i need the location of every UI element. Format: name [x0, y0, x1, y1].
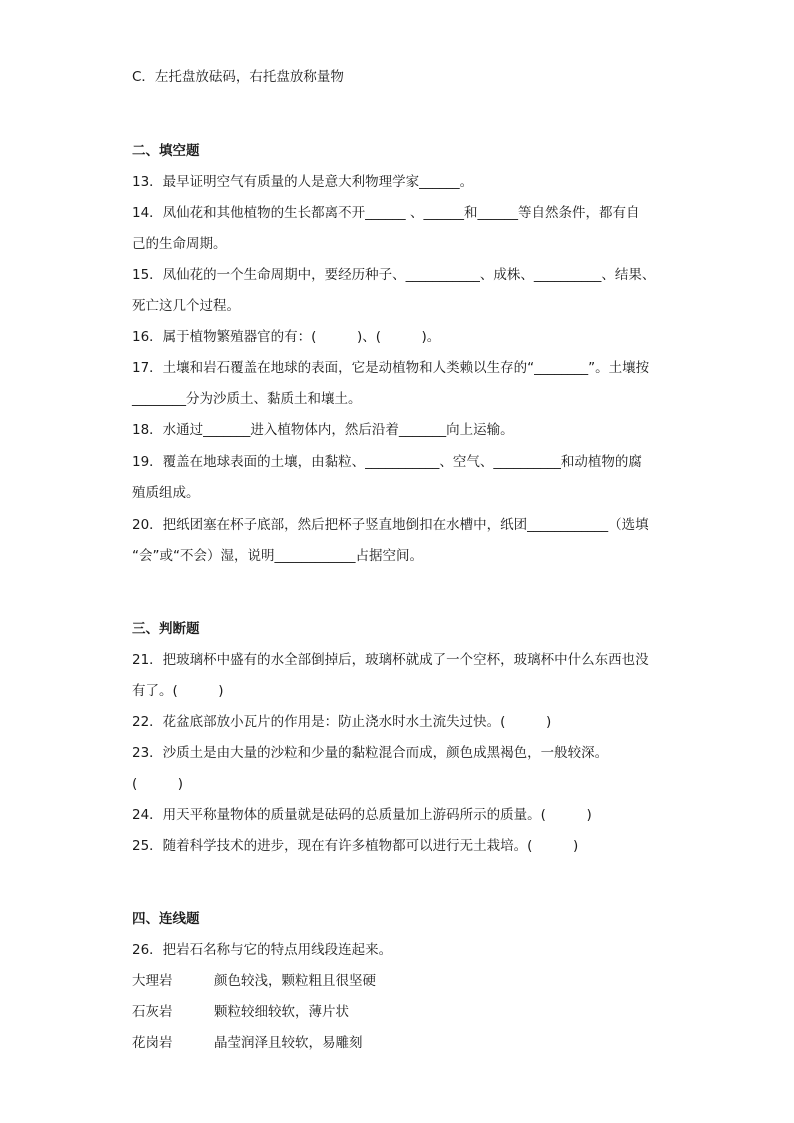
option-c: C．左托盘放砝码，右托盘放称量物	[132, 69, 344, 85]
section-heading-matching: 四、连线题	[132, 911, 200, 927]
rock-feature: 颜色较浅，颗粒粗且很坚硬	[214, 973, 376, 989]
question-22: 22．花盆底部放小瓦片的作用是：防止浇水时水土流失过快。( )	[132, 714, 552, 730]
question-21: 21．把玻璃杯中盛有的水全部倒掉后，玻璃杯就成了一个空杯，玻璃杯中什么东西也没	[132, 652, 649, 668]
rock-name: 石灰岩	[132, 1004, 173, 1020]
rock-feature: 晶莹润泽且较软，易雕刻	[214, 1035, 363, 1051]
rock-name: 花岗岩	[132, 1035, 173, 1051]
question-23-cont: ( )	[132, 776, 184, 792]
rock-feature: 颗粒较细较软，薄片状	[214, 1004, 349, 1020]
question-14: 14．凤仙花和其他植物的生长都离不开______ 、______和______等自然条件，都有自	[132, 205, 640, 221]
question-20-cont: “会”或“不会）湿，说明____________占据空间。	[132, 548, 423, 564]
question-19: 19．覆盖在地球表面的土壤，由黏粒、___________、空气、__________和动植物的腐	[132, 454, 642, 470]
question-16: 16．属于植物繁殖器官的有：( )、( )。	[132, 329, 441, 345]
matching-row	[132, 1033, 363, 1053]
rock-name: 大理岩	[132, 973, 173, 989]
question-19-cont: 殖质组成。	[132, 485, 200, 501]
question-26: 26．把岩石名称与它的特点用线段连起来。	[132, 942, 393, 958]
question-14-cont: 己的生命周期。	[132, 236, 227, 252]
question-15-cont: 死亡这几个过程。	[132, 298, 240, 314]
question-25: 25．随着科学技术的进步，现在有许多植物都可以进行无土栽培。( )	[132, 838, 579, 854]
matching-row	[132, 971, 376, 991]
question-17-cont: ________分为沙质土、黏质土和壤土。	[132, 391, 362, 407]
question-15: 15．凤仙花的一个生命周期中，要经历种子、___________、成株、__________、结果、	[132, 267, 656, 283]
question-17: 17．土壤和岩石覆盖在地球的表面，它是动植物和人类赖以生存的“________”。土壤按	[132, 360, 650, 376]
section-heading-true-false: 三、判断题	[132, 621, 200, 637]
question-20: 20．把纸团塞在杯子底部，然后把杯子竖直地倒扣在水槽中，纸团____________（选填	[132, 517, 649, 533]
question-13: 13．最早证明空气有质量的人是意大利物理学家______。	[132, 174, 474, 190]
question-23: 23．沙质土是由大量的沙粒和少量的黏粒混合而成，颜色成黑褐色，一般较深。	[132, 745, 609, 761]
matching-row	[132, 1002, 349, 1022]
section-heading-fill-blank: 二、填空题	[132, 143, 200, 159]
question-24: 24．用天平称量物体的质量就是砝码的总质量加上游码所示的质量。( )	[132, 807, 592, 823]
question-21-cont: 有了。( )	[132, 683, 224, 699]
question-18: 18．水通过_______进入植物体内，然后沿着_______向上运输。	[132, 422, 514, 438]
